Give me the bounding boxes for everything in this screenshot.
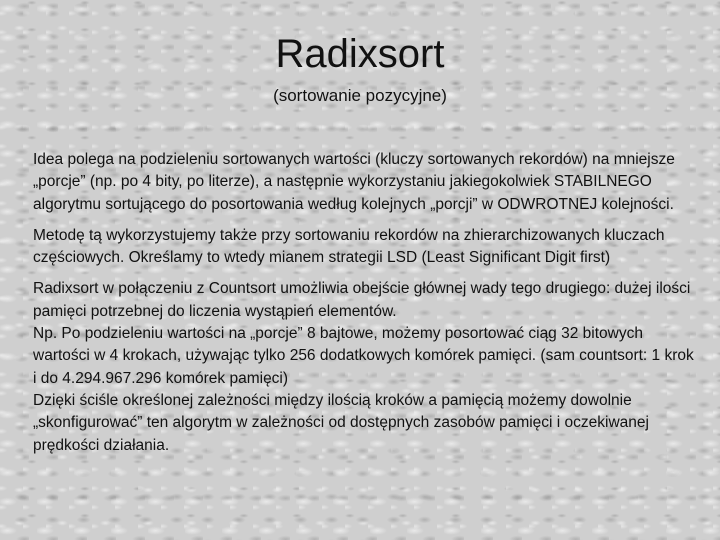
paragraph-lsd: Metodę tą wykorzystujemy także przy sortowaniu rekordów na zhierarchizowanych kluczach częściowych. Określamy to wtedy mianem strategii LSD (Least Significant Digit first) [33,226,665,267]
paragraph-idea: Idea polega na podzieleniu sortowanych wartości (kluczy sortowanych rekordów) na mniejsze „porcje” (np. po 4 bity, po literze), a następnie wykorzystaniu jakiegokolwiek STABILNEGO algorytmu sortującego do posortowania według kolejnych „porcji” w ODWROTNEJ kolejności. [33,151,675,213]
slide-title: Radixsort [275,32,445,76]
paragraph-countsort: Radixsort w połączeniu z Countsort umożliwia obejście głównej wady tego drugiego: dużej ilości pamięci potrzebnej do liczenia wystąpień elementów. Np. Po podzieleniu wartości na „porcje” 8 bajtowe, możemy posortować ciąg 32 bitowych wartości w 4 krokach, używając tylko 256 dodatkowych komórek pamięci. (sam countsort: 1 krok i do 4.294.967.296 komórek pamięci) Dzięki ściśle określonej zależności między ilością kroków a pamięcią możemy dowolnie „skonfigurować” ten algorytm w zależności od dostępnych zasobów pamięci i oczekiwanej prędkości działania. [33,280,694,454]
slide-body [33,149,701,466]
slide-subtitle: (sortowanie pozycyjne) [273,86,447,105]
